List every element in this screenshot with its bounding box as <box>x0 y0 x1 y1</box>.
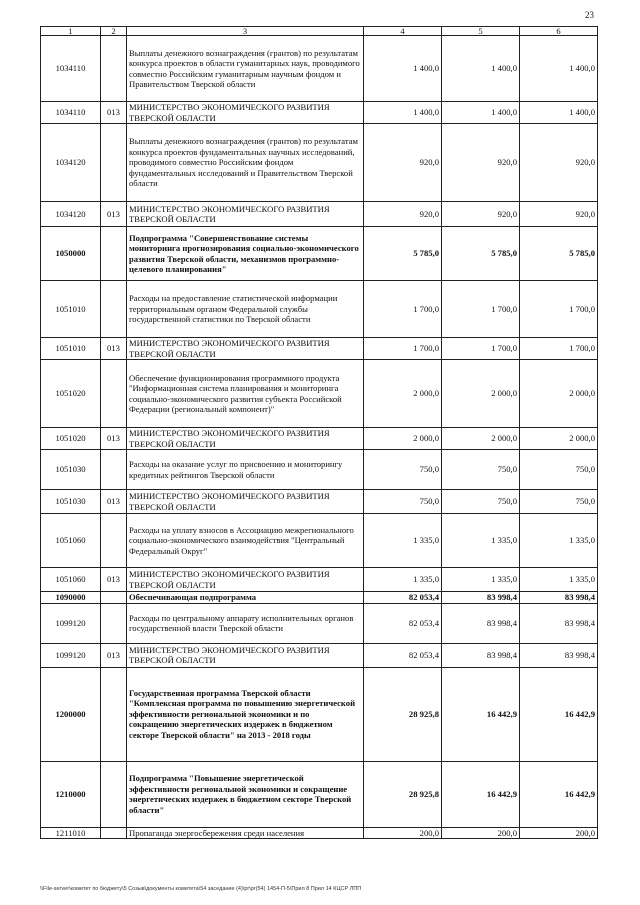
page-number: 23 <box>585 10 594 20</box>
kcsr-code-cell: 1051010 <box>41 281 101 338</box>
description-cell: Подпрограмма "Повышение энергетической эффективности региональной экономики и сокращение энергетических издержек в бюджетном секторе Тверской области" <box>127 761 364 827</box>
amount-year3-cell: 5 785,0 <box>520 227 598 281</box>
header-cell-2: 2 <box>101 27 127 36</box>
amount-year2-cell: 1 335,0 <box>442 514 520 568</box>
description-cell: Расходы по центральному аппарату исполнительных органов государственной власти Тверской области <box>127 603 364 643</box>
header-cell-5: 5 <box>442 27 520 36</box>
file-path-footer: \\File-server\комитет по бюджету\5 Созыв\документы комитета\54 заседание (4)\pr\pr(54) 1454-П-5\Прил 8 Прил 14 КЦСР ЛПП <box>40 886 362 892</box>
description-cell: МИНИСТЕРСТВО ЭКОНОМИЧЕСКОГО РАЗВИТИЯ ТВЕРСКОЙ ОБЛАСТИ <box>127 490 364 514</box>
description-cell: Выплаты денежного вознаграждения (грантов) по результатам конкурса проектов в области гуманитарных наук, проводимого совместно Российским гуманитарным научным фондом и Правительством Тверской области <box>127 36 364 102</box>
amount-year3-cell: 920,0 <box>520 202 598 227</box>
amount-year1-cell: 82 053,4 <box>364 592 442 604</box>
admin-code-cell <box>101 450 127 490</box>
description-cell: МИНИСТЕРСТВО ЭКОНОМИЧЕСКОГО РАЗВИТИЯ ТВЕРСКОЙ ОБЛАСТИ <box>127 338 364 360</box>
table-row <box>41 428 598 450</box>
kcsr-code-cell: 1050000 <box>41 227 101 281</box>
amount-year2-cell: 5 785,0 <box>442 227 520 281</box>
table-row <box>41 568 598 592</box>
amount-year2-cell: 16 442,9 <box>442 761 520 827</box>
amount-year2-cell: 2 000,0 <box>442 360 520 428</box>
kcsr-code-cell: 1034120 <box>41 202 101 227</box>
amount-year3-cell: 2 000,0 <box>520 428 598 450</box>
admin-code-cell: 013 <box>101 643 127 667</box>
description-cell: МИНИСТЕРСТВО ЭКОНОМИЧЕСКОГО РАЗВИТИЯ ТВЕРСКОЙ ОБЛАСТИ <box>127 202 364 227</box>
table-row <box>41 338 598 360</box>
amount-year2-cell: 750,0 <box>442 490 520 514</box>
amount-year1-cell: 5 785,0 <box>364 227 442 281</box>
admin-code-cell <box>101 36 127 102</box>
amount-year3-cell: 1 700,0 <box>520 281 598 338</box>
description-cell: МИНИСТЕРСТВО ЭКОНОМИЧЕСКОГО РАЗВИТИЯ ТВЕРСКОЙ ОБЛАСТИ <box>127 568 364 592</box>
table-row <box>41 450 598 490</box>
amount-year1-cell: 920,0 <box>364 202 442 227</box>
amount-year1-cell: 1 400,0 <box>364 36 442 102</box>
amount-year2-cell: 1 400,0 <box>442 36 520 102</box>
table-row <box>41 592 598 604</box>
amount-year1-cell: 200,0 <box>364 827 442 839</box>
amount-year2-cell: 2 000,0 <box>442 428 520 450</box>
amount-year3-cell: 1 400,0 <box>520 102 598 124</box>
table-row <box>41 827 598 839</box>
amount-year1-cell: 1 700,0 <box>364 281 442 338</box>
description-cell: Обеспечивающая подпрограмма <box>127 592 364 604</box>
admin-code-cell <box>101 227 127 281</box>
admin-code-cell: 013 <box>101 490 127 514</box>
table-row <box>41 281 598 338</box>
table-row <box>41 360 598 428</box>
amount-year2-cell: 83 998,4 <box>442 603 520 643</box>
admin-code-cell: 013 <box>101 428 127 450</box>
amount-year2-cell: 16 442,9 <box>442 667 520 761</box>
kcsr-code-cell: 1099120 <box>41 603 101 643</box>
admin-code-cell <box>101 603 127 643</box>
kcsr-code-cell: 1051010 <box>41 338 101 360</box>
amount-year1-cell: 82 053,4 <box>364 603 442 643</box>
description-cell: Подпрограмма "Совершенствование системы мониторинга прогнозирования социально-экономического развития Тверской области, механизмов программно-целевого планирования" <box>127 227 364 281</box>
amount-year3-cell: 83 998,4 <box>520 643 598 667</box>
kcsr-code-cell: 1034110 <box>41 36 101 102</box>
table-row <box>41 36 598 102</box>
kcsr-code-cell: 1034120 <box>41 124 101 202</box>
budget-table <box>40 26 598 839</box>
amount-year1-cell: 82 053,4 <box>364 643 442 667</box>
description-cell: Расходы на оказание услуг по присвоению и мониторингу кредитных рейтингов Тверской области <box>127 450 364 490</box>
description-cell: МИНИСТЕРСТВО ЭКОНОМИЧЕСКОГО РАЗВИТИЯ ТВЕРСКОЙ ОБЛАСТИ <box>127 643 364 667</box>
amount-year1-cell: 2 000,0 <box>364 360 442 428</box>
admin-code-cell <box>101 360 127 428</box>
amount-year3-cell: 2 000,0 <box>520 360 598 428</box>
header-cell-1: 1 <box>41 27 101 36</box>
amount-year3-cell: 83 998,4 <box>520 592 598 604</box>
table-row <box>41 227 598 281</box>
table-row <box>41 667 598 761</box>
description-cell: МИНИСТЕРСТВО ЭКОНОМИЧЕСКОГО РАЗВИТИЯ ТВЕРСКОЙ ОБЛАСТИ <box>127 428 364 450</box>
amount-year3-cell: 1 335,0 <box>520 568 598 592</box>
table-row <box>41 643 598 667</box>
header-cell-4: 4 <box>364 27 442 36</box>
admin-code-cell: 013 <box>101 202 127 227</box>
amount-year3-cell: 16 442,9 <box>520 761 598 827</box>
amount-year3-cell: 1 335,0 <box>520 514 598 568</box>
description-cell: Расходы на предоставление статистической информации территориальным органом Федеральной службы государственной статистики по Тверской области <box>127 281 364 338</box>
amount-year1-cell: 1 335,0 <box>364 568 442 592</box>
description-cell: Обеспечение функционирования программного продукта "Информационная система планирования и мониторинга социально-экономического развития субъекта Российской Федерации (региональный компонент)" <box>127 360 364 428</box>
amount-year3-cell: 200,0 <box>520 827 598 839</box>
amount-year1-cell: 28 925,8 <box>364 667 442 761</box>
amount-year1-cell: 28 925,8 <box>364 761 442 827</box>
kcsr-code-cell: 1051020 <box>41 360 101 428</box>
amount-year3-cell: 83 998,4 <box>520 603 598 643</box>
amount-year3-cell: 1 700,0 <box>520 338 598 360</box>
amount-year1-cell: 1 335,0 <box>364 514 442 568</box>
description-cell: Государственная программа Тверской области "Комплексная программа по повышению энергетической эффективности региональной экономики и по сокращению энергетических издержек в бюджетном секторе Тверской области" на 2013 - 2018 годы <box>127 667 364 761</box>
table-row <box>41 102 598 124</box>
amount-year3-cell: 1 400,0 <box>520 36 598 102</box>
amount-year2-cell: 1 700,0 <box>442 338 520 360</box>
description-cell: Пропаганда энергосбережения среди населения <box>127 827 364 839</box>
header-row <box>41 27 598 36</box>
amount-year2-cell: 1 400,0 <box>442 102 520 124</box>
kcsr-code-cell: 1051060 <box>41 514 101 568</box>
amount-year1-cell: 2 000,0 <box>364 428 442 450</box>
amount-year2-cell: 200,0 <box>442 827 520 839</box>
amount-year2-cell: 920,0 <box>442 124 520 202</box>
amount-year1-cell: 750,0 <box>364 450 442 490</box>
kcsr-code-cell: 1051060 <box>41 568 101 592</box>
admin-code-cell <box>101 761 127 827</box>
kcsr-code-cell: 1210000 <box>41 761 101 827</box>
kcsr-code-cell: 1034110 <box>41 102 101 124</box>
admin-code-cell <box>101 124 127 202</box>
amount-year2-cell: 750,0 <box>442 450 520 490</box>
table-row <box>41 202 598 227</box>
amount-year1-cell: 750,0 <box>364 490 442 514</box>
amount-year1-cell: 920,0 <box>364 124 442 202</box>
admin-code-cell <box>101 827 127 839</box>
table-row <box>41 514 598 568</box>
table-row <box>41 124 598 202</box>
table-row <box>41 490 598 514</box>
table-row <box>41 603 598 643</box>
budget-table-body <box>41 27 598 839</box>
amount-year1-cell: 1 700,0 <box>364 338 442 360</box>
kcsr-code-cell: 1211010 <box>41 827 101 839</box>
amount-year3-cell: 750,0 <box>520 450 598 490</box>
amount-year3-cell: 920,0 <box>520 124 598 202</box>
kcsr-code-cell: 1051030 <box>41 490 101 514</box>
admin-code-cell: 013 <box>101 102 127 124</box>
amount-year2-cell: 1 700,0 <box>442 281 520 338</box>
header-cell-3: 3 <box>127 27 364 36</box>
amount-year1-cell: 1 400,0 <box>364 102 442 124</box>
admin-code-cell: 013 <box>101 568 127 592</box>
description-cell: Выплаты денежного вознаграждения (грантов) по результатам конкурса проектов фундаментальных научных исследований, проводимого совместно Российским фондом фундаментальных исследований и Правительством Тверской области <box>127 124 364 202</box>
description-cell: Расходы на уплату взносов в Ассоциацию межрегионального социально-экономического взаимодействия "Центральный Федеральный Округ" <box>127 514 364 568</box>
amount-year2-cell: 1 335,0 <box>442 568 520 592</box>
admin-code-cell <box>101 592 127 604</box>
amount-year2-cell: 83 998,4 <box>442 643 520 667</box>
table-row <box>41 761 598 827</box>
description-cell: МИНИСТЕРСТВО ЭКОНОМИЧЕСКОГО РАЗВИТИЯ ТВЕРСКОЙ ОБЛАСТИ <box>127 102 364 124</box>
amount-year2-cell: 920,0 <box>442 202 520 227</box>
header-cell-6: 6 <box>520 27 598 36</box>
admin-code-cell <box>101 667 127 761</box>
amount-year2-cell: 83 998,4 <box>442 592 520 604</box>
kcsr-code-cell: 1051030 <box>41 450 101 490</box>
admin-code-cell <box>101 514 127 568</box>
amount-year3-cell: 16 442,9 <box>520 667 598 761</box>
admin-code-cell: 013 <box>101 338 127 360</box>
kcsr-code-cell: 1200000 <box>41 667 101 761</box>
admin-code-cell <box>101 281 127 338</box>
kcsr-code-cell: 1051020 <box>41 428 101 450</box>
kcsr-code-cell: 1090000 <box>41 592 101 604</box>
kcsr-code-cell: 1099120 <box>41 643 101 667</box>
amount-year3-cell: 750,0 <box>520 490 598 514</box>
